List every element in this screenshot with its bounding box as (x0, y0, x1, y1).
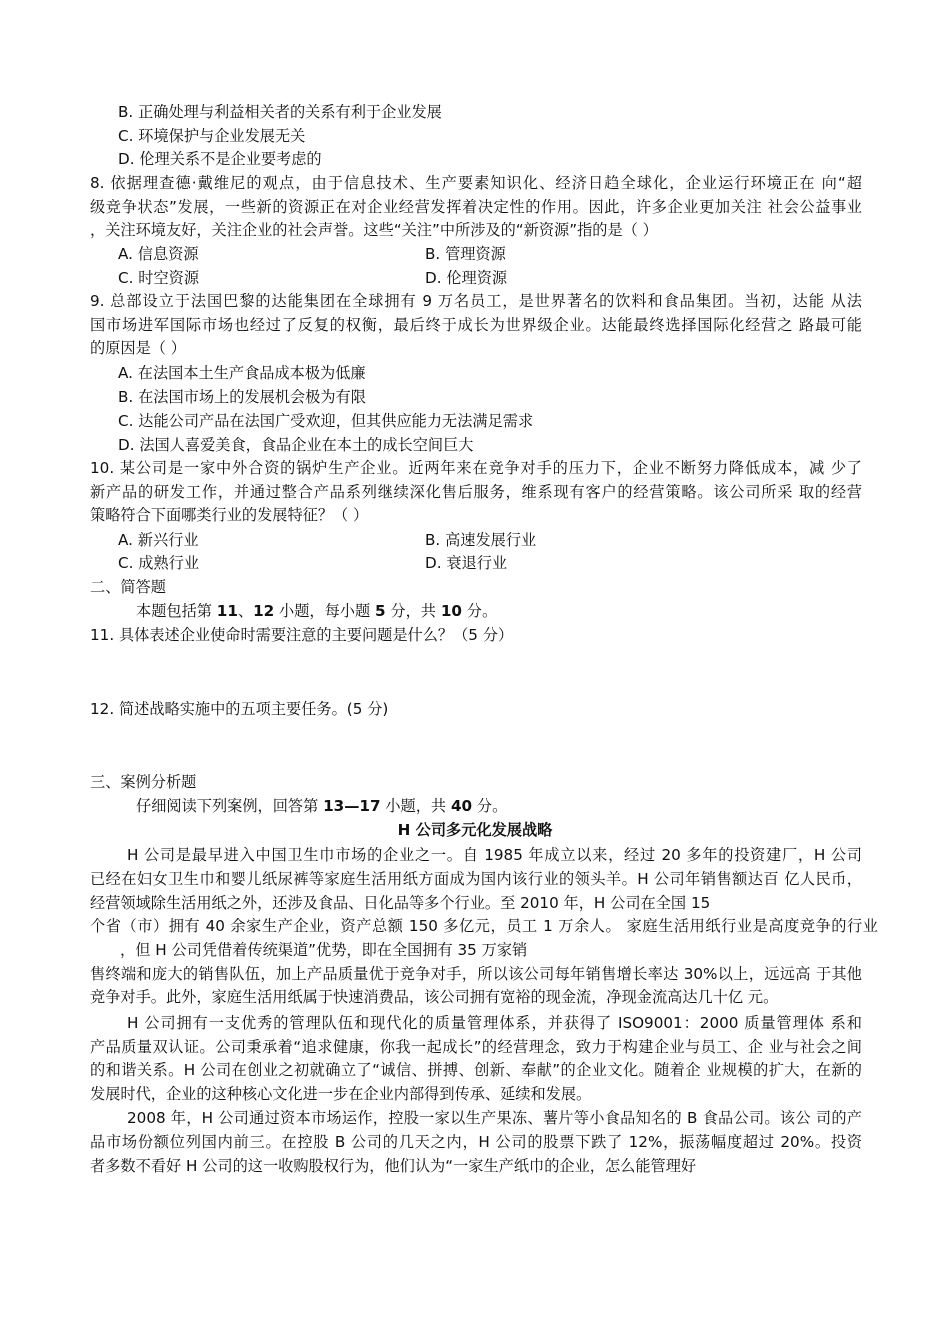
q9-stem-line1: 9. 总部设立于法国巴黎的达能集团在全球拥有 9 万名员工，是世界著名的饮料和食品集团。当初，达能 从法 (90, 292, 862, 310)
q8-option-b: B. 管理资源 (425, 245, 506, 263)
case-p2-line4: 发展时代，企业的这种核心文化进一步在企业内部得到传承、延续和发展。 (90, 1085, 592, 1103)
q9-option-b: B. 在法国市场上的发展机会极为有限 (118, 388, 366, 406)
q9-option-d: D. 法国人喜爱美食，食品企业在本土的成长空间巨大 (118, 436, 474, 454)
q7-option-d: D. 伦理关系不是企业要考虑的 (118, 150, 322, 168)
case-p2-line3: 的和谐关系。H 公司在创业之初就确立了“诚信、拼搏、创新、奉献”的企业文化。随着企 业规模的扩大，在新的 (90, 1061, 862, 1079)
q10-stem-line1: 10. 某公司是一家中外合资的锅炉生产企业。近两年来在竞争对手的压力下，企业不断努力降低成本，减 少了 (90, 459, 862, 477)
section3-intro-text: 小题，共 (380, 797, 451, 815)
section2-intro-num: 10 (440, 602, 462, 620)
case-p3-line1 (127, 1106, 862, 1130)
q9-stem-line3: 的原因是（ ） (90, 339, 186, 357)
case-p2-line2: 产品质量双认证。公司秉承着“追求健康，你我一起成长”的经营理念，致力于构建企业与员工、企 业与社会之间 (90, 1038, 862, 1056)
q10-option-b: B. 高速发展行业 (425, 531, 537, 549)
case-p2-line1 (127, 1011, 862, 1035)
section2-intro-text: 、 (237, 602, 254, 620)
case-p1-line1 (127, 843, 862, 867)
section2-intro (136, 599, 497, 623)
case-p1-line5: ，但 H 公司凭借着传统渠道”优势，即在全国拥有 35 万家销 (120, 941, 528, 959)
q8-option-c: C. 时空资源 (118, 269, 200, 287)
q8-stem-line1: 8. 依据理查德·戴维尼的观点，由于信息技术、生产要素知识化、经济日趋全球化，企业运行环境正在 向“超 (90, 174, 862, 192)
section3-intro-num: 40 (450, 797, 473, 815)
q10-option-d: D. 衰退行业 (425, 554, 508, 572)
section2-intro-num: 11 (216, 602, 238, 620)
case-p1-line3: 经营领域除生活用纸之外，还涉及食品、日化品等多个行业。至 2010 年，H 公司在全国 15 (90, 894, 711, 912)
case-p1-line6: 售终端和庞大的销售队伍，加上产品质量优于竞争对手，所以该公司每年销售增长率达 30%以上，远远高 于其他 (90, 965, 862, 983)
section2-intro-text: 本题包括第 (136, 602, 217, 620)
section3-intro-text: 分。 (472, 797, 508, 815)
q12-question: 12. 简述战略实施中的五项主要任务。(5 分) (90, 700, 389, 718)
section2-intro-num: 5 (375, 602, 386, 620)
case-p3-line3: 者多数不看好 H 公司的这一收购股权行为，他们认为“一家生产纸巾的企业，怎么能管理好 (90, 1157, 697, 1175)
case-p2-line1-text: H 公司拥有一支优秀的管理队伍和现代化的质量管理体系，并获得了 ISO9001：2000 质量管理体 系和 (127, 1014, 862, 1032)
case-p1-line1-text: H 公司是最早进入中国卫生巾市场的企业之一。自 1985 年成立以来，经过 20 多年的投资建厂，H 公司 (127, 846, 862, 864)
q8-option-d: D. 伦理资源 (425, 269, 508, 287)
q10-stem-line2: 新产品的研发工作，并通过整合产品系列继续深化售后服务，维系现有客户的经营策略。该公司所采 取的经营 (90, 483, 862, 501)
q10-option-a: A. 新兴行业 (118, 531, 199, 549)
section3-intro-text: 仔细阅读下列案例，回答第 (136, 797, 324, 815)
case-p3-line1-text: 2008 年，H 公司通过资本市场运作，控股一家以生产果冻、薯片等小食品知名的 B 食品公司。该公 司的产 (127, 1109, 862, 1127)
section3-intro (136, 794, 507, 818)
q8-stem-line2: 级竞争状态”发展，一些新的资源正在对企业经营发挥着决定性的作用。因此，许多企业更加关注 社会公益事业 (90, 198, 862, 216)
q9-stem-line2: 国市场进军国际市场也经过了反复的权衡，最后终于成长为世界级企业。达能最终选择国际化经营之 路最可能 (90, 316, 862, 334)
case-p1-line7: 竞争对手。此外，家庭生活用纸属于快速消费品，该公司拥有宽裕的现金流，净现金流高达几十亿 元。 (90, 988, 779, 1006)
section2-intro-text: 小题，每小题 (274, 602, 376, 620)
q7-option-c: C. 环境保护与企业发展无关 (118, 127, 306, 145)
q9-option-c: C. 达能公司产品在法国广受欢迎，但其供应能力无法满足需求 (118, 412, 534, 430)
case-p1-line4: 个省（市）拥有 40 余家生产企业，资产总额 150 多亿元，员工 1 万余人。 家庭生活用纸行业是高度竞争的行业 (90, 917, 878, 935)
section2-heading: 二、简答题 (90, 578, 166, 596)
section3-intro-num: 13—17 (323, 797, 381, 815)
q11-question: 11. 具体表述企业使命时需要注意的主要问题是什么？（5 分） (90, 626, 514, 644)
case-p3-line2: 品市场份额位列国内前三。在控股 B 公司的几天之内，H 公司的股票下跌了 12%，振荡幅度超过 20%。投资 (90, 1133, 862, 1151)
case-title: H 公司多元化发展战略 (397, 821, 553, 839)
q7-option-b: B. 正确处理与利益相关者的关系有利于企业发展 (118, 103, 442, 121)
q10-option-c: C. 成熟行业 (118, 554, 200, 572)
q8-option-a: A. 信息资源 (118, 245, 199, 263)
q10-stem-line3: 策略符合下面哪类行业的发展特征？（ ） (90, 506, 369, 524)
section2-intro-text: 分。 (461, 602, 498, 620)
section2-intro-text: 分，共 (385, 602, 441, 620)
section3-heading: 三、案例分析题 (90, 773, 197, 791)
section2-intro-num: 12 (253, 602, 275, 620)
q8-stem-line3: ，关注环境友好，关注企业的社会声誉。这些“关注”中所涉及的“新资源”指的是（ ） (90, 221, 658, 239)
q9-option-a: A. 在法国本土生产食品成本极为低廉 (118, 364, 366, 382)
case-p1-line2: 已经在妇女卫生巾和婴儿纸尿裤等家庭生活用纸方面成为国内该行业的领头羊。H 公司年销售额达百 亿人民币， (90, 870, 862, 888)
